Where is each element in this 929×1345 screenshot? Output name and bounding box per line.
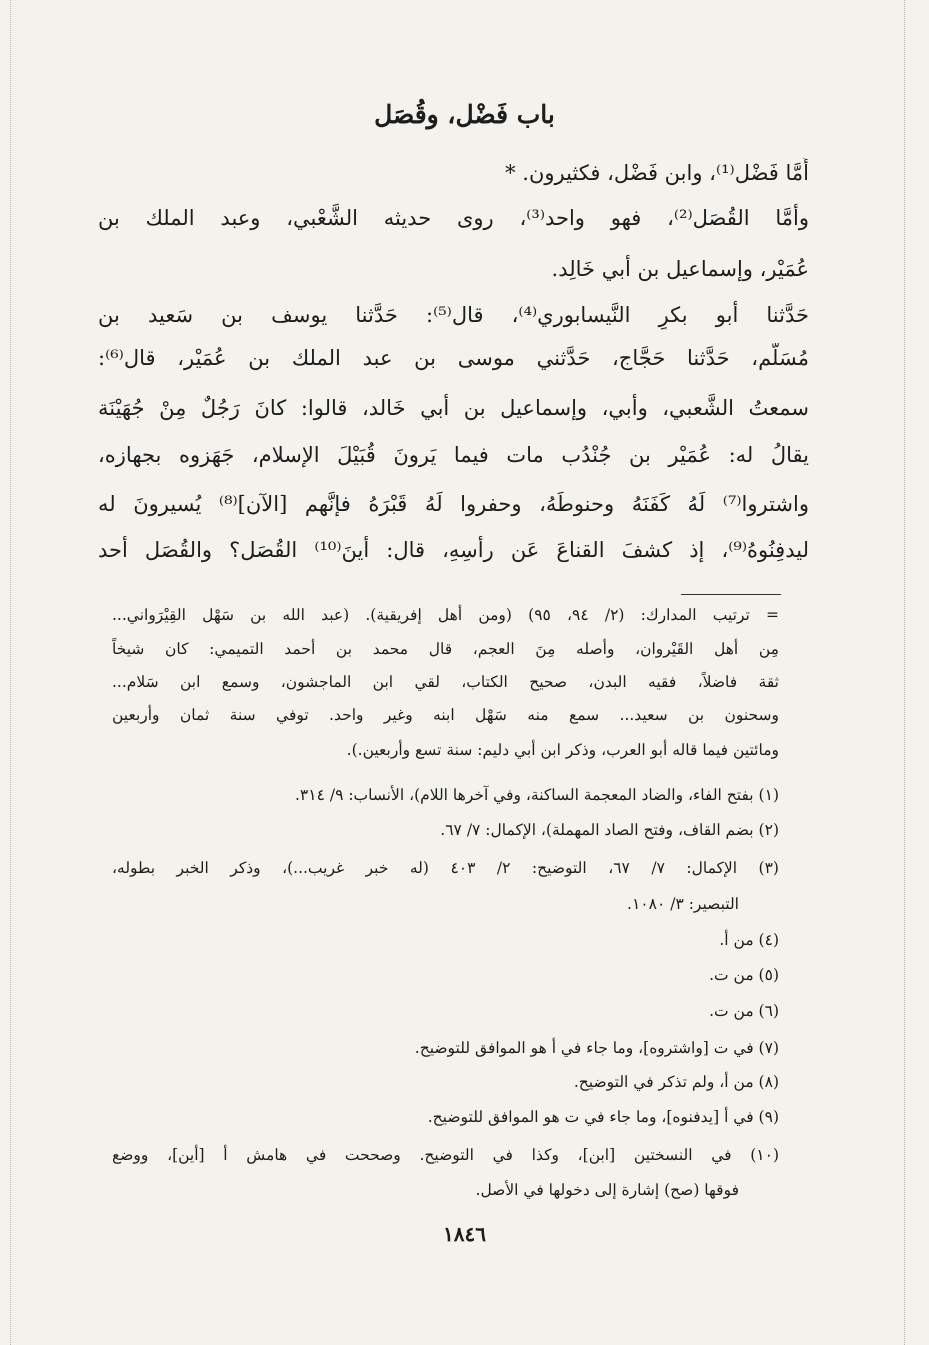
footnote-line: = ترتيب المدارك: (٢/ ٩٤، ٩٥) (ومن أهل إفريقية). (عبد الله بن سَهْل القِيْرَواني... [112, 606, 779, 624]
footnote-line: ثقة فاضلاً، فقيه البدن، صحيح الكتاب، لقي ابن الماجشون، وسمع ابن سَلام... [112, 673, 779, 691]
footnote-line: وسحنون بن سعيد... سمع منه سَهْل ابنه وغير واحد. توفي سنة ثمان وأربعين [112, 706, 779, 724]
footnote-line: مِن أهل القَيْروان، وأصله مِنَ العجم، قال محمد بن أحمد التميمي: كان شيخاً [112, 640, 779, 658]
footnote-line: فوقها (صح) إشارة إلى دخولها في الأصل. [475, 1181, 739, 1199]
body-line: ليدفِنُوهُ⁽⁹⁾، إذ كشفَ القناعَ عَن رأسِهِ، قال: أينَ⁽¹⁰⁾ القُصَل؟ والقُصَل أحد [98, 538, 809, 562]
footnote-line: (٤) من أ. [719, 931, 779, 949]
footnote-line: (٥) من ت. [709, 966, 779, 984]
footnote-line: التبصير: ٣/ ١٠٨٠. [627, 895, 739, 913]
footnote-line: (٣) الإكمال: ٧/ ٦٧، التوضيح: ٢/ ٤٠٣ (له خبر غريب...)، وذكر الخبر بطوله، [112, 859, 779, 877]
scan-margin-right [904, 0, 907, 1345]
body-line: مُسَلَّم، حَدَّثنا حَجَّاج، حَدَّثني موسى بن عبد الملك بن عُمَيْر، قال⁽⁶⁾: [98, 346, 809, 370]
footnote-line: (٢) بضم القاف، وفتح الصاد المهملة)، الإكمال: ٧/ ٦٧. [440, 821, 779, 839]
body-line: أَمَّا فَضْل⁽¹⁾، وابن فَضْل، فكثيرون. * [505, 161, 809, 185]
page-number: ١٨٤٦ [443, 1222, 486, 1246]
body-line: وأمَّا القُصَل⁽²⁾، فهو واحد⁽³⁾، روى حديثه الشَّعْبي، وعبد الملك بن [98, 206, 809, 230]
body-line: سمعتُ الشَّعبي، وأبي، وإسماعيل بن أبي خَالد، قالوا: كانَ رَجُلٌ مِنْ جُهَيْنَة [98, 396, 809, 420]
footnote-line: (٧) في ت [واشتروه]، وما جاء في أ هو الموافق للتوضيح. [414, 1039, 779, 1057]
footnote-line: (١) بفتح الفاء، والضاد المعجمة الساكنة، وفي آخرها اللام)، الأنساب: ٩/ ٣١٤. [294, 786, 779, 804]
footnote-line: (٦) من ت. [709, 1002, 779, 1020]
body-line: يقالُ له: عُمَيْر بن جُنْدُب مات فيما يَرونَ قُبَيْلَ الإسلام، جَهَزوه بجهازه، [98, 443, 809, 467]
footnote-separator [681, 594, 781, 595]
body-line: حَدَّثنا أبو بكرٍ النَّيسابوري⁽⁴⁾، قال⁽⁵⁾: حَدَّثنا يوسف بن سَعيد بن [98, 303, 809, 327]
body-line: عُمَيْر، وإسماعيل بن أبي خَالِد. [551, 257, 809, 281]
scan-margin-left [10, 0, 13, 1345]
body-line: واشتروا⁽⁷⁾ لَهُ كَفَنَهُ وحنوطَهُ، وحفروا لَهُ قَبْرَهُ فإنَّهم [الآن]⁽⁸⁾ يُسيرونَ له [98, 492, 809, 516]
footnote-line: (٩) في أ [يدفنوه]، وما جاء في ت هو الموافق للتوضيح. [427, 1108, 779, 1126]
footnote-line: (١٠) في النسختين [ابن]، وكذا في التوضيح. وصححت في هامش أ [أين]، ووضع [112, 1146, 779, 1164]
chapter-heading: باب فَضْل، وقُصَل [374, 100, 555, 129]
footnote-line: ومائتين فيما قاله أبو العرب، وذكر ابن أبي دليم: سنة تسع وأربعين.). [346, 741, 779, 759]
footnote-line: (٨) من أ، ولم تذكر في التوضيح. [573, 1073, 779, 1091]
